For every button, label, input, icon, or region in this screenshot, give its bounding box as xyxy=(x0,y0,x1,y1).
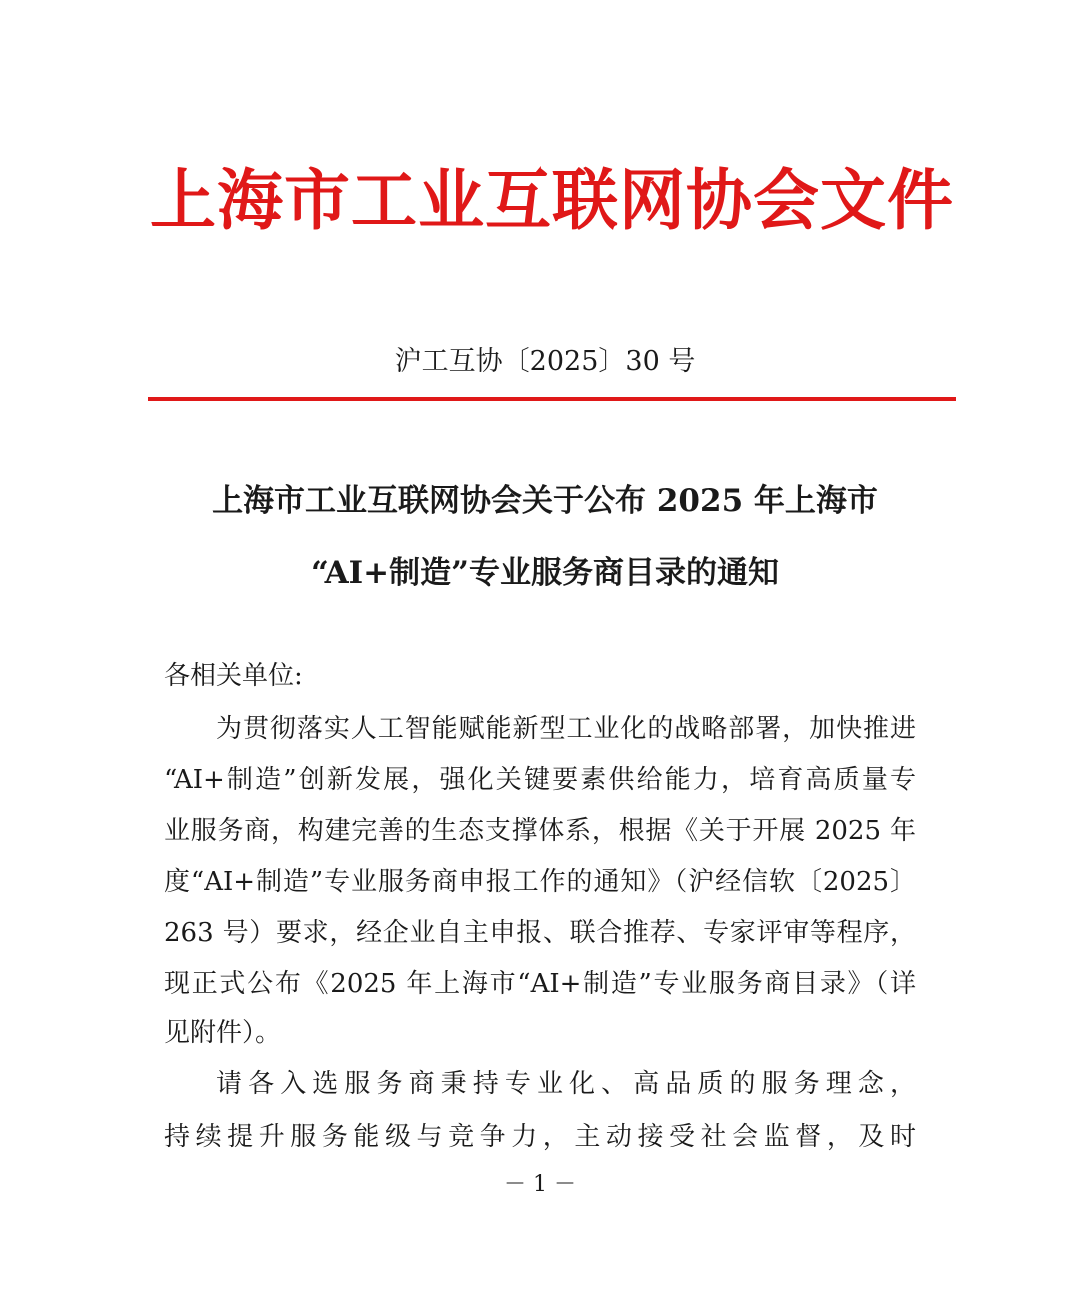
document-number: 沪工互协〔2025〕30 号 xyxy=(394,346,696,377)
salutation: 各相关单位: xyxy=(164,661,303,691)
paragraph-1-line: 263 号）要求，经企业自主申报、联合推荐、专家评审等程序， xyxy=(164,918,916,948)
paragraph-1-line: 见附件）。 xyxy=(164,1018,282,1048)
red-divider-line xyxy=(148,397,956,401)
paragraph-1-line: 度“AI+制造”专业服务商申报工作的通知》（沪经信软〔2025〕 xyxy=(164,867,916,897)
paragraph-1-line: 业服务商，构建完善的生态支撑体系，根据《关于开展 2025 年 xyxy=(164,816,916,846)
paragraph-2-line: 持续提升服务能级与竞争力，主动接受社会监督，及时 xyxy=(164,1122,916,1152)
notice-title-line-1: 上海市工业互联网协会关于公布 2025 年上海市 xyxy=(212,483,878,519)
paragraph-2-line: 请各入选服务商秉持专业化、高品质的服务理念， xyxy=(216,1069,916,1099)
notice-title-line-2: “AI+制造”专业服务商目录的通知 xyxy=(311,555,779,591)
page-number: － 1 － xyxy=(504,1172,576,1197)
org-header-title: 上海市工业互联网协会文件 xyxy=(150,161,954,239)
paragraph-1-line: “AI+制造”创新发展，强化关键要素供给能力，培育高质量专 xyxy=(164,765,916,795)
paragraph-1-line: 现正式公布《2025 年上海市“AI+制造”专业服务商目录》（详 xyxy=(164,969,916,999)
paragraph-1-line: 为贯彻落实人工智能赋能新型工业化的战略部署，加快推进 xyxy=(216,714,916,744)
